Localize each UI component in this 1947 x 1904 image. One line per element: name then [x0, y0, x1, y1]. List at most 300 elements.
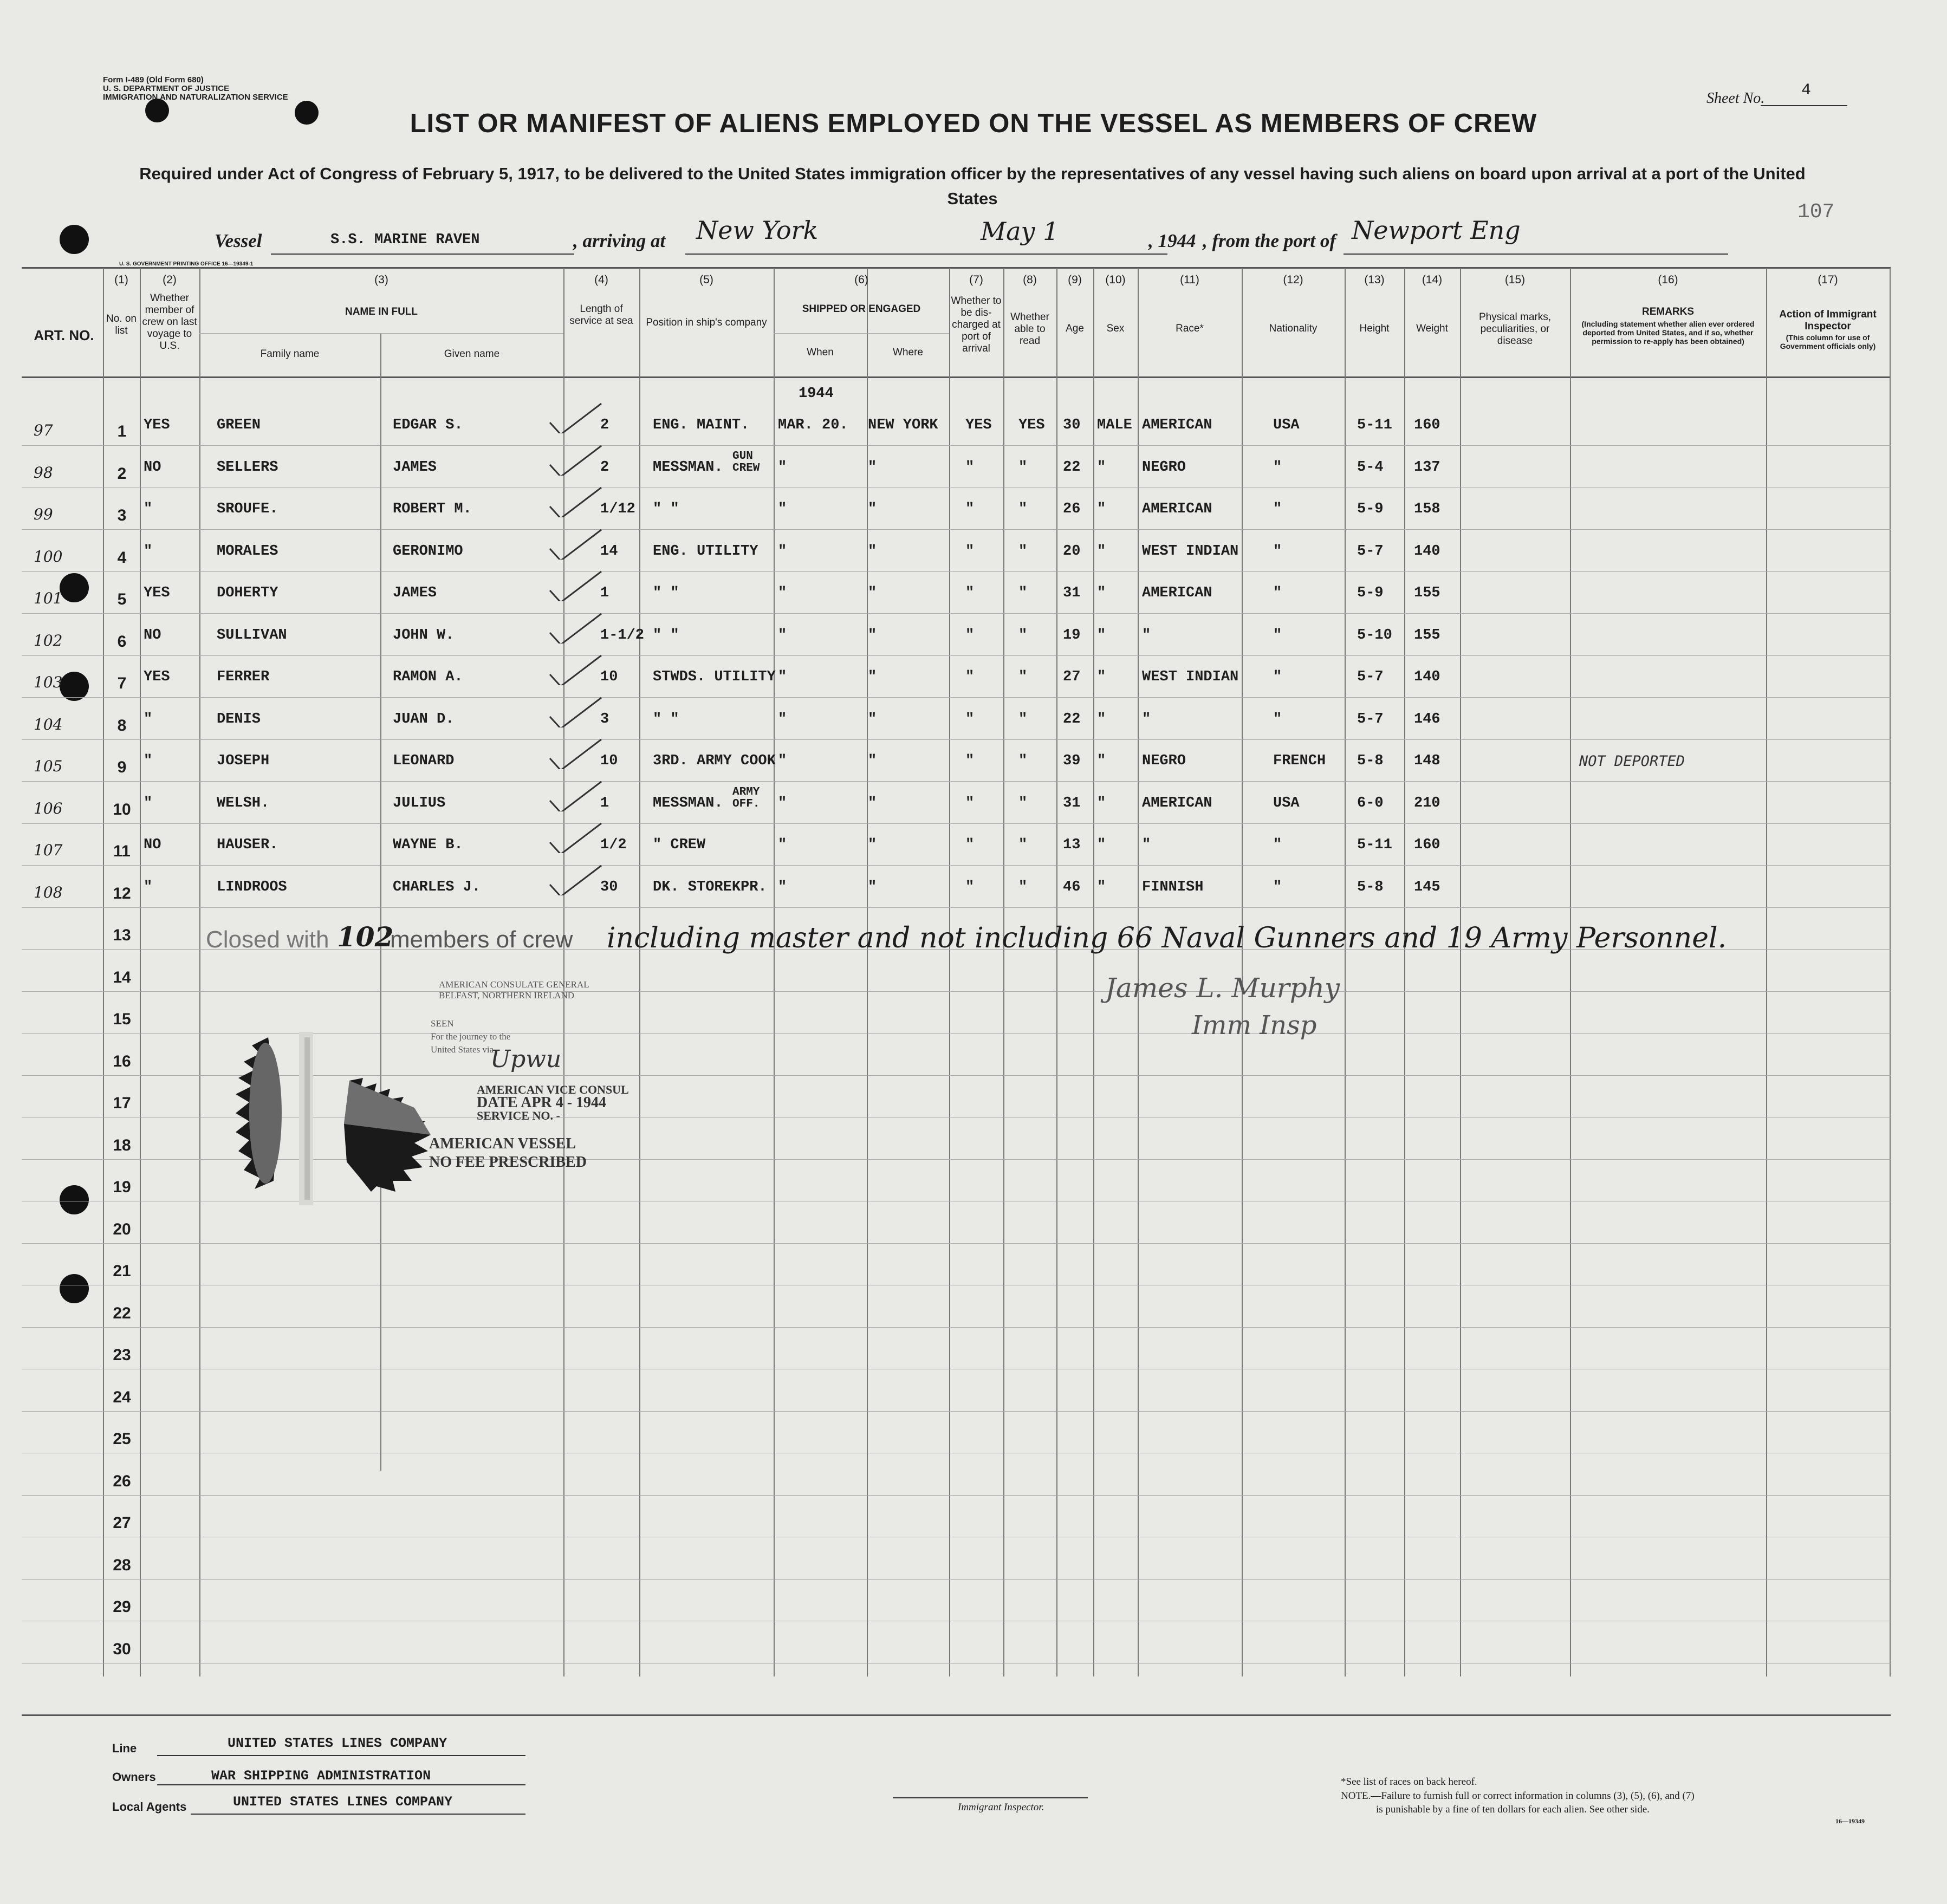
cell-able-to-read: " [1018, 585, 1028, 601]
col-num-10: (10) [1105, 274, 1126, 286]
cell-discharged: " [965, 543, 975, 560]
cell-service: 2 [600, 417, 609, 433]
row-number: 23 [113, 1346, 131, 1364]
closing-printed: Closed with [206, 926, 329, 953]
punch-hole [60, 225, 89, 254]
col-num-1: (1) [114, 274, 128, 286]
checkmark-stroke [550, 782, 601, 811]
cell-race: AMERICAN [1142, 501, 1212, 517]
cell-sex: " [1097, 879, 1106, 895]
row-number: 19 [113, 1178, 131, 1196]
cell-where: " [868, 753, 877, 769]
cell-weight: 148 [1414, 753, 1440, 769]
cell-race: AMERICAN [1142, 795, 1212, 811]
sheet-no-value: 4 [1801, 81, 1812, 100]
penalty-note-2: is punishable by a fine of ten dollars for each alien. See other side. [1376, 1804, 1650, 1815]
row-number: 10 [113, 801, 131, 818]
cell-given-name: GERONIMO [393, 543, 463, 560]
cell-nationality: USA [1273, 795, 1300, 811]
cell-height: 5-11 [1357, 417, 1392, 433]
printing-office-line: U. S. GOVERNMENT PRINTING OFFICE 16—19349-1 [119, 261, 254, 267]
header-inspector-sub: (This column for use of Government officials only) [1780, 333, 1876, 350]
checkmark-icon [547, 401, 612, 433]
cell-height: 5-4 [1357, 459, 1384, 476]
row-rule [22, 991, 1891, 992]
cell-age: 30 [1063, 417, 1081, 433]
cell-where: " [868, 627, 877, 644]
art-number: 100 [34, 548, 63, 566]
col-num-11: (11) [1180, 274, 1199, 286]
cell-nationality: " [1273, 837, 1282, 853]
row-rule [22, 907, 1891, 908]
cell-discharged: " [965, 669, 975, 685]
cell-weight: 145 [1414, 879, 1440, 895]
cell-race: WEST INDIAN [1142, 543, 1239, 560]
checkmark-stroke [550, 488, 601, 517]
header-nationality: Nationality [1269, 323, 1318, 334]
cell-family-name: DENIS [217, 711, 261, 727]
cell-service: 1/12 [600, 501, 635, 517]
col-num-13: (13) [1364, 274, 1385, 286]
arriving-port: New York [696, 216, 819, 245]
cell-discharged: " [965, 585, 975, 601]
col-num-17: (17) [1818, 274, 1838, 286]
row-number: 13 [113, 926, 131, 944]
header-height: Height [1359, 323, 1390, 334]
cell-last-voyage: NO [144, 627, 161, 644]
cell-height: 6-0 [1357, 795, 1384, 811]
cell-position: ENG. MAINT. [653, 417, 750, 433]
cell-when: " [778, 837, 787, 853]
checkmark-stroke [550, 739, 601, 769]
cell-age: 46 [1063, 879, 1081, 895]
cell-given-name: ROBERT M. [393, 501, 472, 517]
checkmark-icon [547, 653, 612, 685]
checkmark-stroke [550, 571, 601, 601]
vice-consul-stamp [477, 1083, 629, 1122]
checkmark-icon [547, 779, 612, 811]
header-family-name: Family name [260, 348, 320, 360]
art-number: 105 [34, 757, 63, 775]
cell-nationality: " [1273, 711, 1282, 727]
from-port-label: , from the port of [1203, 230, 1336, 251]
cell-family-name: DOHERTY [217, 585, 278, 601]
cell-age: 27 [1063, 669, 1081, 685]
header-remarks: REMARKS [1641, 306, 1695, 317]
cell-position: 3RD. ARMY COOK [653, 753, 776, 769]
stamp-line: United States via [431, 1044, 494, 1055]
checkmark-icon [547, 695, 612, 727]
cell-family-name: WELSH. [217, 795, 270, 811]
cell-service: 10 [600, 669, 618, 685]
row-rule [22, 1327, 1891, 1328]
consul-signature: Upwu [490, 1045, 562, 1073]
cell-when: " [778, 753, 787, 769]
cell-race: NEGRO [1142, 753, 1186, 769]
cell-service: 1/2 [600, 837, 627, 853]
stamp-line: NO FEE PRESCRIBED [429, 1154, 587, 1171]
year-header: 1944 [799, 386, 834, 402]
cell-discharged: YES [965, 417, 992, 433]
cell-able-to-read: " [1018, 711, 1028, 727]
cell-nationality: " [1273, 627, 1282, 644]
cell-where: " [868, 585, 877, 601]
inspector-signature: James L. Murphy [1105, 972, 1340, 1004]
checkmark-icon [547, 821, 612, 853]
cell-family-name: MORALES [217, 543, 278, 560]
cell-service: 1 [600, 795, 609, 811]
cell-race: AMERICAN [1142, 585, 1212, 601]
vessel-fee-stamp [429, 1135, 587, 1172]
cell-given-name: JULIUS [393, 795, 446, 811]
checkmark-icon [547, 443, 612, 476]
row-rule [22, 781, 1891, 782]
row-rule [22, 865, 1891, 866]
cell-position: DK. STOREKPR. [653, 879, 767, 895]
row-number: 15 [113, 1010, 131, 1028]
row-number: 12 [113, 885, 131, 902]
header-weight: Weight [1416, 323, 1448, 334]
cell-weight: 160 [1414, 417, 1440, 433]
cell-where: " [868, 711, 877, 727]
cell-position: " " [653, 585, 679, 601]
stamp-line: AMERICAN CONSULATE GENERAL [439, 979, 589, 990]
cell-age: 19 [1063, 627, 1081, 644]
cell-when: " [778, 627, 787, 644]
cell-last-voyage: " [144, 795, 153, 811]
cell-last-voyage: YES [144, 669, 170, 685]
row-rule [22, 445, 1891, 446]
row-number: 20 [113, 1220, 131, 1238]
vessel-label: Vessel [215, 230, 262, 251]
cell-position: " CREW [653, 837, 706, 853]
cell-able-to-read: YES [1018, 417, 1045, 433]
header-remarks-sub: (Including statement whether alien ever ordered deported from United States, and if so, whether permission to re-apply has been obtained) [1581, 320, 1755, 346]
embossed-seal-strip-icon [293, 1032, 325, 1205]
cell-when: " [778, 543, 787, 560]
cell-height: 5-7 [1357, 711, 1384, 727]
header-length-service: Length of service at sea [569, 303, 633, 327]
checkmark-stroke [550, 446, 601, 476]
vessel-name: S.S. MARINE RAVEN [330, 232, 480, 248]
cell-given-name: EDGAR S. [393, 417, 463, 433]
cell-service: 14 [600, 543, 618, 560]
checkmark-icon [547, 737, 612, 769]
cell-age: 31 [1063, 795, 1081, 811]
cell-where: NEW YORK [868, 417, 938, 433]
cell-family-name: SROUFE. [217, 501, 278, 517]
col-num-12: (12) [1283, 274, 1303, 286]
cell-race: FINNISH [1142, 879, 1204, 895]
checkmark-stroke [550, 404, 601, 433]
row-rule [22, 1243, 1891, 1244]
cell-service: 10 [600, 753, 618, 769]
header-physical-marks: Physical marks, peculiarities, or disease [1478, 311, 1552, 347]
cell-sex: " [1097, 459, 1106, 476]
checkmark-stroke [550, 698, 601, 727]
cell-last-voyage: " [144, 879, 153, 895]
art-number: 98 [34, 464, 53, 482]
cell-able-to-read: " [1018, 669, 1028, 685]
cell-able-to-read: " [1018, 795, 1028, 811]
row-number: 17 [113, 1094, 131, 1112]
page-title: LIST OR MANIFEST OF ALIENS EMPLOYED ON THE VESSEL AS MEMBERS OF CREW [410, 109, 1537, 138]
header-age: Age [1066, 323, 1084, 334]
cell-when: " [778, 585, 787, 601]
art-number: 106 [34, 800, 63, 817]
row-number: 11 [113, 842, 131, 860]
closing-handwritten: including master and not including 66 Naval Gunners and 19 Army Personnel. [607, 922, 1727, 954]
cell-able-to-read: " [1018, 753, 1028, 769]
page-subtitle: Required under Act of Congress of February 5, 1917, to be delivered to the United States immigration officer by the representatives of any vessel having such aliens on board upon arrival at a port of the United States [139, 164, 1806, 208]
cell-discharged: " [965, 837, 975, 853]
races-note: *See list of races on back hereof. [1341, 1776, 1477, 1788]
cell-given-name: JUAN D. [393, 711, 455, 727]
arriving-label: , arriving at [573, 230, 666, 251]
from-port: Newport Eng [1352, 216, 1521, 245]
cell-sex: " [1097, 753, 1106, 769]
col-num-7: (7) [969, 274, 983, 286]
row-rule [22, 613, 1891, 614]
col-num-14: (14) [1422, 274, 1443, 286]
arrival-date: May 1 [981, 217, 1059, 246]
cell-age: 26 [1063, 501, 1081, 517]
department-name: U. S. DEPARTMENT OF JUSTICE [103, 84, 230, 93]
closing-printed-2: members of crew [390, 926, 573, 953]
cell-family-name: LINDROOS [217, 879, 287, 895]
cell-nationality: USA [1273, 417, 1300, 433]
cell-where: " [868, 501, 877, 517]
row-number: 24 [113, 1388, 131, 1406]
art-number: 102 [34, 632, 63, 649]
cell-last-voyage: NO [144, 459, 161, 476]
col-num-16: (16) [1658, 274, 1678, 286]
col-num-15: (15) [1504, 274, 1526, 286]
cell-discharged: " [965, 501, 975, 517]
row-number: 30 [113, 1640, 131, 1658]
penalty-note: NOTE.—Failure to furnish full or correct information in columns (3), (5), (6), and (7) [1341, 1790, 1695, 1802]
art-number: 108 [34, 883, 63, 901]
cell-service: 2 [600, 459, 609, 476]
row-number: 3 [117, 506, 127, 524]
header-position: Position in ship's company [646, 317, 767, 328]
row-number: 16 [113, 1052, 131, 1070]
cell-able-to-read: " [1018, 501, 1028, 517]
cell-family-name: GREEN [217, 417, 261, 433]
cell-given-name: JOHN W. [393, 627, 455, 644]
cell-race: " [1142, 837, 1151, 853]
row-rule [22, 571, 1891, 572]
header-no-on-list: No. on list [106, 313, 137, 336]
cell-when: " [778, 795, 787, 811]
cell-family-name: HAUSER. [217, 837, 278, 853]
row-number: 9 [117, 758, 127, 776]
cell-race: " [1142, 711, 1151, 727]
col-num-3: (3) [374, 274, 388, 286]
cell-where: " [868, 879, 877, 895]
cell-last-voyage: " [144, 711, 153, 727]
owners-value: WAR SHIPPING ADMINISTRATION [211, 1768, 431, 1784]
owners-label: Owners [112, 1770, 156, 1784]
cell-height: 5-9 [1357, 585, 1384, 601]
cell-able-to-read: " [1018, 543, 1028, 560]
cell-weight: 146 [1414, 711, 1440, 727]
cell-height: 5-11 [1357, 837, 1392, 853]
row-number: 27 [113, 1514, 131, 1532]
cell-discharged: " [965, 879, 975, 895]
checkmark-stroke [550, 823, 601, 853]
cell-discharged: " [965, 753, 975, 769]
checkmark-stroke [550, 614, 601, 644]
cell-age: 39 [1063, 753, 1081, 769]
header-name-in-full: NAME IN FULL [345, 306, 418, 317]
row-rule [22, 823, 1891, 824]
cell-weight: 140 [1414, 543, 1440, 560]
cell-height: 5-8 [1357, 753, 1384, 769]
cell-where: " [868, 669, 877, 685]
cell-height: 5-8 [1357, 879, 1384, 895]
header-able-to-read: Whether able to read [1010, 311, 1049, 347]
stamp-date: DATE APR 4 - 1944 [477, 1094, 607, 1111]
col-num-8: (8) [1023, 274, 1037, 286]
cell-position: MESSMAN. [653, 459, 723, 476]
cell-service: 1 [600, 585, 609, 601]
cell-where: " [868, 795, 877, 811]
cell-given-name: JAMES [393, 459, 437, 476]
form-number: Form I-489 (Old Form 680) [103, 75, 204, 85]
checkmark-icon [547, 485, 612, 517]
art-number: 103 [34, 673, 63, 691]
cell-where: " [868, 837, 877, 853]
inspector-signature-label: Immigrant Inspector. [958, 1802, 1044, 1813]
header-where: Where [893, 347, 923, 358]
row-number: 29 [113, 1598, 131, 1616]
cell-service: 1-1/2 [600, 627, 645, 644]
row-number: 18 [113, 1136, 131, 1154]
cell-sex: " [1097, 501, 1106, 517]
stamp-line: SERVICE NO. - [477, 1109, 560, 1122]
cell-when: " [778, 501, 787, 517]
checkmark-icon [547, 611, 612, 644]
embossed-seal-icon [214, 1032, 284, 1194]
row-rule [22, 1411, 1891, 1412]
stamp-line: BELFAST, NORTHERN IRELAND [439, 990, 575, 1000]
cell-nationality: " [1273, 669, 1282, 685]
cell-nationality: " [1273, 459, 1282, 476]
checkmark-icon [547, 527, 612, 560]
cell-age: 20 [1063, 543, 1081, 560]
cell-sex: " [1097, 669, 1106, 685]
row-number: 28 [113, 1556, 131, 1574]
cell-last-voyage: " [144, 543, 153, 560]
cell-nationality: " [1273, 543, 1282, 560]
cell-position: STWDS. UTILITY [653, 669, 776, 685]
cell-discharged: " [965, 711, 975, 727]
row-rule [22, 529, 1891, 530]
cell-position: " " [653, 711, 679, 727]
cell-when: " [778, 711, 787, 727]
punch-hole [60, 1185, 89, 1214]
line-label: Line [112, 1741, 137, 1755]
cell-sex: " [1097, 627, 1106, 644]
header-last-voyage: Whether member of crew on last voyage to U.S. [142, 293, 197, 352]
cell-position: " " [653, 501, 679, 517]
row-number: 25 [113, 1430, 131, 1448]
cell-family-name: JOSEPH [217, 753, 270, 769]
cell-age: 22 [1063, 711, 1081, 727]
service-name: IMMIGRATION AND NATURALIZATION SERVICE [103, 93, 288, 102]
cell-sex: " [1097, 585, 1106, 601]
cell-sex: " [1097, 795, 1106, 811]
stamp-line: AMERICAN VESSEL [429, 1135, 576, 1152]
cell-weight: 158 [1414, 501, 1440, 517]
row-number: 2 [117, 465, 127, 483]
form-identifier [103, 76, 288, 102]
col-num-2: (2) [163, 274, 177, 286]
col-num-4: (4) [594, 274, 608, 286]
cell-family-name: SELLERS [217, 459, 278, 476]
checkmark-icon [547, 569, 612, 601]
cell-last-voyage: " [144, 753, 153, 769]
art-number: 101 [34, 589, 63, 607]
row-number: 21 [113, 1262, 131, 1280]
cell-discharged: " [965, 795, 975, 811]
form-code: 16—19349 [1835, 1817, 1865, 1825]
consulate-stamp [439, 979, 589, 1001]
row-rule [22, 1495, 1891, 1496]
cell-height: 5-9 [1357, 501, 1384, 517]
checkmark-stroke [550, 655, 601, 685]
checkmark-stroke [550, 866, 601, 895]
row-rule [22, 697, 1891, 698]
page-stamp: 107 [1797, 200, 1835, 224]
header-art-no: ART. NO. [34, 327, 94, 343]
cell-height: 5-7 [1357, 669, 1384, 685]
cell-nationality: " [1273, 879, 1282, 895]
checkmark-stroke [550, 530, 601, 560]
header-sex: Sex [1106, 323, 1125, 334]
inspector-title: Imm Insp [1192, 1010, 1317, 1041]
art-number: 107 [34, 841, 63, 859]
row-number: 22 [113, 1304, 131, 1322]
cell-able-to-read: " [1018, 837, 1028, 853]
row-rule [22, 655, 1891, 656]
cell-nationality: " [1273, 585, 1282, 601]
header-race: Race* [1176, 323, 1204, 334]
header-when: When [807, 347, 834, 358]
cell-able-to-read: " [1018, 879, 1028, 895]
cell-when: MAR. 20. [778, 417, 848, 433]
art-number: 104 [34, 716, 63, 733]
cell-position: MESSMAN. [653, 795, 723, 811]
row-rule [22, 739, 1891, 740]
cell-weight: 137 [1414, 459, 1440, 476]
cell-given-name: WAYNE B. [393, 837, 463, 853]
stamp-line: For the journey to the [431, 1031, 511, 1042]
cell-discharged: " [965, 627, 975, 644]
cell-weight: 155 [1414, 627, 1440, 644]
checkmark-icon [547, 863, 612, 895]
row-number: 4 [117, 549, 127, 567]
cell-given-name: CHARLES J. [393, 879, 481, 895]
col-num-5: (5) [699, 274, 713, 286]
cell-given-name: RAMON A. [393, 669, 463, 685]
cell-nationality: FRENCH [1273, 753, 1326, 769]
cell-given-name: LEONARD [393, 753, 455, 769]
agents-label: Local Agents [112, 1800, 187, 1814]
art-number: 97 [34, 421, 53, 439]
cell-sex: " [1097, 837, 1106, 853]
